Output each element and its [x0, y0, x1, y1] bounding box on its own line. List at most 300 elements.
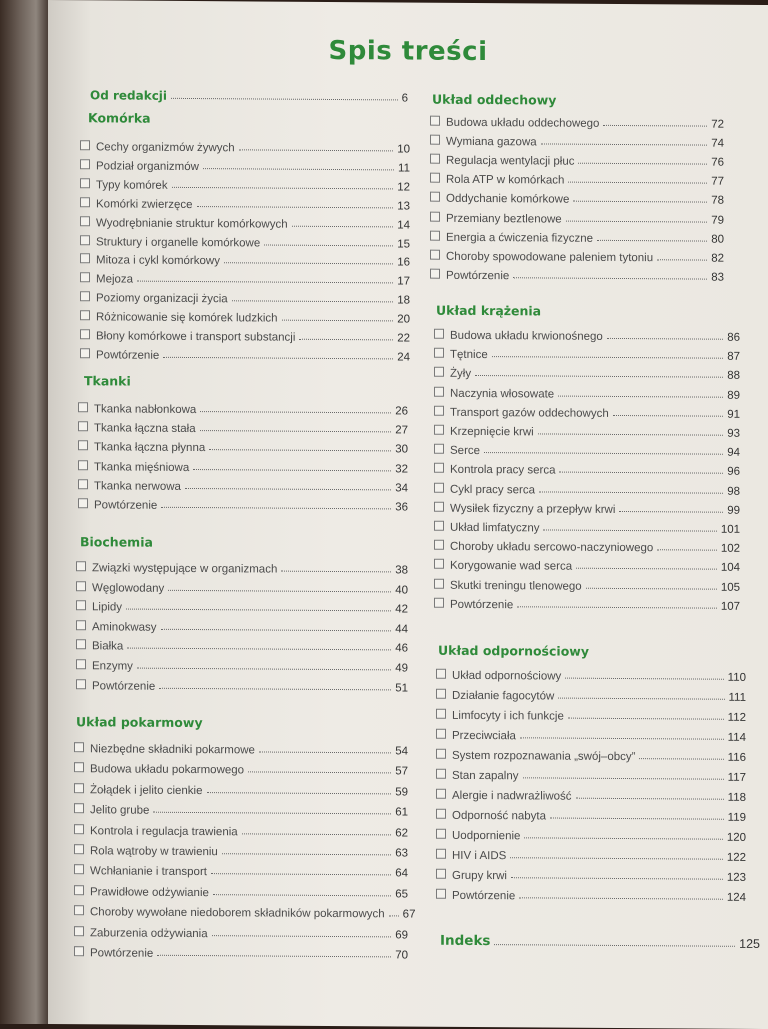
- checkbox-icon: [78, 479, 88, 489]
- page-title: Spis treści: [328, 35, 488, 68]
- leader-dots: [137, 668, 391, 671]
- leader-dots: [242, 833, 392, 835]
- leader-dots: [519, 897, 723, 899]
- checkbox-icon: [436, 749, 446, 759]
- section-title: Układ odpornościowy: [438, 642, 589, 659]
- leader-dots: [209, 450, 391, 452]
- leader-dots: [484, 452, 723, 455]
- toc-entry-page: 14: [397, 219, 410, 232]
- toc-entry[interactable]: [434, 402, 740, 420]
- checkbox-icon: [436, 769, 446, 779]
- checkbox-icon: [74, 926, 84, 936]
- toc-entry-page: 89: [727, 389, 740, 402]
- toc-entry[interactable]: [430, 189, 724, 207]
- toc-entry-label: Energia a ćwiczenia fizyczne: [446, 231, 594, 245]
- leader-dots: [586, 587, 717, 589]
- toc-entry[interactable]: [76, 637, 408, 655]
- checkbox-icon: [74, 763, 84, 773]
- toc-entry-page: 30: [395, 443, 408, 456]
- toc-entry-page: 49: [395, 662, 408, 675]
- toc-entry-page: 77: [711, 175, 724, 189]
- leader-dots: [558, 698, 724, 700]
- section-title: Komórka: [88, 110, 151, 126]
- toc-entry[interactable]: [436, 706, 746, 724]
- leader-dots: [657, 549, 717, 550]
- leader-dots: [157, 955, 391, 958]
- checkbox-icon: [78, 460, 88, 470]
- toc-entry[interactable]: [434, 326, 740, 344]
- leader-dots: [565, 678, 723, 680]
- toc-entry[interactable]: [436, 746, 746, 764]
- leader-dots: [657, 259, 707, 260]
- checkbox-icon: [80, 254, 90, 264]
- toc-entry[interactable]: [74, 739, 408, 757]
- toc-entry-label: Budowa układu pokarmowego: [90, 763, 245, 777]
- toc-entry-label: Wyodrębnianie struktur komórkowych: [96, 216, 288, 231]
- toc-entry[interactable]: [78, 438, 408, 456]
- toc-entry[interactable]: [434, 441, 740, 459]
- toc-entry[interactable]: [74, 821, 408, 839]
- toc-entry-label: Mejoza: [96, 273, 134, 286]
- toc-entry[interactable]: [436, 766, 746, 784]
- leader-dots: [603, 125, 707, 127]
- toc-entry-label: Układ odpornościowy: [452, 669, 562, 683]
- checkbox-icon: [434, 521, 444, 531]
- toc-entry[interactable]: [74, 800, 408, 818]
- toc-entry-label: Związki występujące w organizmach: [92, 562, 278, 576]
- toc-entry-page: 98: [727, 485, 740, 498]
- toc-entry[interactable]: [434, 575, 740, 593]
- leader-dots: [259, 751, 391, 753]
- leader-dots: [613, 415, 723, 417]
- toc-entry-label: Krzepnięcie krwi: [450, 425, 534, 439]
- toc-entry-page: 88: [727, 370, 740, 383]
- toc-entry[interactable]: [78, 495, 408, 513]
- toc-entry-page: 44: [395, 623, 408, 636]
- toc-entry-label: Powtórzenie: [94, 499, 158, 512]
- section-title: Układ pokarmowy: [76, 714, 203, 731]
- toc-entry-page: 74: [711, 137, 724, 150]
- toc-entry-label: Zaburzenia odżywiania: [90, 926, 208, 940]
- checkbox-icon: [80, 235, 90, 245]
- toc-entry-label: Regulacja wentylacji płuc: [446, 154, 575, 168]
- toc-entry-page: 124: [726, 891, 746, 904]
- checkbox-icon: [436, 829, 446, 839]
- leader-dots: [541, 144, 708, 146]
- checkbox-icon: [76, 581, 86, 591]
- toc-entry[interactable]: [430, 132, 724, 150]
- toc-entry-label: Błony komórkowe i transport substancji: [96, 330, 296, 344]
- checkbox-icon: [434, 425, 444, 435]
- toc-entry[interactable]: [80, 251, 410, 269]
- toc-entry-page: 61: [395, 806, 408, 819]
- toc-entry[interactable]: [80, 270, 410, 288]
- leader-dots: [172, 187, 394, 190]
- toc-entry-label: Przeciwciała: [452, 729, 516, 743]
- checkbox-icon: [80, 348, 90, 358]
- toc-entry-label: Limfocyty i ich funkcje: [452, 709, 564, 723]
- toc-entry-label: Różnicowanie się komórek ludzkich: [96, 311, 278, 325]
- leader-dots: [212, 935, 392, 937]
- toc-entry-page: 18: [397, 294, 410, 307]
- toc-entry-page: 101: [720, 523, 740, 536]
- checkbox-icon: [430, 135, 440, 145]
- toc-entry[interactable]: [80, 194, 410, 212]
- checkbox-icon: [430, 116, 440, 126]
- leader-dots: [576, 568, 717, 570]
- toc-entry[interactable]: [434, 460, 740, 478]
- toc-entry-page: 79: [711, 214, 724, 227]
- leader-dots: [639, 758, 723, 760]
- leader-dots: [538, 433, 723, 435]
- toc-entry[interactable]: [434, 518, 740, 536]
- toc-entry[interactable]: [74, 902, 416, 921]
- toc-entry-label: Budowa układu oddechowego: [446, 116, 600, 130]
- toc-entry-label: Wchłanianie i transport: [90, 865, 207, 879]
- toc-entry-page: 104: [720, 562, 740, 575]
- checkbox-icon: [430, 211, 440, 221]
- toc-entry[interactable]: [80, 307, 410, 325]
- leader-dots: [282, 320, 394, 322]
- toc-entry-label: Odporność nabyta: [452, 809, 546, 823]
- checkbox-icon: [80, 291, 90, 301]
- toc-entry[interactable]: [80, 156, 410, 174]
- leader-dots: [568, 182, 707, 184]
- toc-entry[interactable]: [74, 841, 408, 859]
- leader-dots: [607, 338, 723, 340]
- toc-entry-label: Przemiany beztlenowe: [446, 212, 562, 226]
- checkbox-icon: [74, 742, 84, 752]
- leader-dots: [126, 609, 391, 612]
- toc-entry-page: 34: [395, 482, 408, 495]
- toc-entry-label: Kontrola pracy serca: [450, 464, 556, 477]
- toc-entry-label: Poziomy organizacji życia: [96, 292, 228, 306]
- leader-dots: [211, 874, 391, 876]
- leader-dots: [203, 168, 394, 170]
- toc-entry[interactable]: [80, 345, 410, 363]
- section-title: Biochemia: [80, 534, 153, 550]
- toc-entry[interactable]: [430, 246, 724, 264]
- toc-entry-page: 13: [397, 200, 410, 213]
- toc-entry[interactable]: [80, 326, 410, 344]
- toc-entry[interactable]: [434, 422, 740, 440]
- checkbox-icon: [74, 803, 84, 813]
- toc-entry-page: 32: [395, 463, 408, 476]
- toc-entry-label: Serce: [450, 444, 481, 458]
- toc-entry-page: 120: [726, 831, 746, 844]
- checkbox-icon: [430, 268, 440, 278]
- leader-dots: [264, 244, 393, 246]
- toc-entry[interactable]: [436, 726, 746, 744]
- toc-entry-page: 116: [727, 751, 746, 764]
- toc-entry[interactable]: [78, 457, 408, 475]
- checkbox-icon: [436, 669, 446, 679]
- toc-entry[interactable]: [434, 556, 740, 574]
- toc-entry[interactable]: [430, 265, 724, 283]
- leader-dots: [207, 792, 392, 794]
- checkbox-icon: [80, 273, 90, 283]
- toc-entry-label: Niezbędne składniki pokarmowe: [90, 743, 255, 757]
- toc-entry[interactable]: [80, 232, 410, 250]
- toc-entry[interactable]: [434, 479, 740, 497]
- toc-entry[interactable]: [80, 288, 410, 306]
- toc-entry[interactable]: [436, 886, 746, 904]
- checkbox-icon: [76, 561, 86, 571]
- leader-dots: [539, 491, 723, 493]
- right-sections: [430, 3, 746, 904]
- checkbox-icon: [80, 178, 90, 188]
- toc-entry-page: 64: [395, 867, 408, 880]
- toc-entry[interactable]: [76, 558, 408, 576]
- checkbox-icon: [74, 844, 84, 854]
- checkbox-icon: [434, 444, 444, 454]
- toc-entry-page: 38: [395, 564, 408, 577]
- leader-dots: [559, 472, 723, 474]
- toc-entry-label: Typy komórek: [96, 179, 168, 192]
- leader-dots: [292, 225, 394, 227]
- toc-entry-label: HIV i AIDS: [452, 849, 507, 863]
- toc-entry-page: 96: [727, 466, 740, 479]
- toc-entry-page: 123: [726, 871, 746, 884]
- toc-entry-label: Wymiana gazowa: [446, 135, 537, 149]
- toc-entry-page: 114: [727, 731, 746, 744]
- toc-entry-label: Jelito grube: [90, 804, 150, 817]
- toc-entry-label: Aminokwasy: [92, 621, 157, 634]
- toc-entry-page: 67: [402, 908, 416, 921]
- checkbox-icon: [434, 501, 444, 511]
- leader-dots: [517, 606, 717, 608]
- leader-dots: [239, 149, 394, 151]
- checkbox-icon: [80, 329, 90, 339]
- toc-entry-label: Oddychanie komórkowe: [446, 193, 570, 207]
- checkbox-icon: [436, 789, 446, 799]
- leader-dots: [511, 877, 723, 879]
- toc-entry[interactable]: [434, 383, 740, 401]
- toc-entry-page: 42: [395, 603, 408, 616]
- checkbox-icon: [80, 197, 90, 207]
- leader-dots: [168, 589, 391, 592]
- leader-dots: [197, 206, 394, 208]
- leader-dots: [597, 239, 707, 241]
- toc-entry[interactable]: [434, 594, 740, 612]
- toc-entry-page: 118: [727, 791, 746, 804]
- toc-entry[interactable]: [436, 686, 746, 704]
- toc-entry[interactable]: [430, 227, 724, 245]
- toc-entry-page: 22: [397, 332, 410, 345]
- toc-entry-page: 76: [711, 156, 724, 169]
- toc-entry-page: 112: [727, 711, 746, 724]
- toc-entry[interactable]: [74, 943, 408, 961]
- toc-entry-page: 78: [711, 195, 724, 208]
- toc-entry[interactable]: [76, 578, 408, 596]
- toc-entry-page: 62: [395, 827, 408, 840]
- toc-entry-page: 87: [727, 350, 740, 364]
- checkbox-icon: [80, 216, 90, 226]
- leader-dots: [161, 629, 392, 632]
- toc-intro-entry[interactable]: [90, 86, 408, 104]
- leader-dots: [576, 798, 724, 800]
- toc-entry-label: Tkanka łączna stała: [94, 422, 196, 436]
- checkbox-icon: [78, 441, 88, 451]
- checkbox-icon: [430, 249, 440, 259]
- checkbox-icon: [74, 865, 84, 875]
- toc-entry-page: 93: [727, 427, 740, 440]
- toc-entry[interactable]: [436, 826, 746, 844]
- checkbox-icon: [76, 679, 86, 689]
- checkbox-icon: [436, 809, 446, 819]
- checkbox-icon: [76, 659, 86, 669]
- leader-dots: [127, 648, 391, 651]
- toc-entry-label: Choroby układu sercowo-naczyniowego: [450, 540, 654, 555]
- toc-index-page: 125: [739, 936, 760, 951]
- leader-dots: [513, 277, 707, 279]
- leader-dots: [550, 818, 724, 820]
- toc-entry[interactable]: [430, 208, 724, 226]
- toc-entry[interactable]: [436, 846, 746, 864]
- toc-entry-page: 15: [397, 237, 410, 251]
- toc-entry-page: 63: [395, 847, 408, 860]
- toc-entry[interactable]: [76, 676, 408, 694]
- toc-entry[interactable]: [434, 537, 740, 555]
- leader-dots: [558, 395, 723, 397]
- checkbox-icon: [76, 640, 86, 650]
- toc-entry[interactable]: [80, 175, 410, 193]
- checkbox-icon: [74, 905, 84, 915]
- leader-dots: [171, 98, 398, 101]
- toc-entry-label: Choroby spowodowane paleniem tytoniu: [446, 250, 654, 264]
- toc-entry-page: 117: [727, 771, 746, 784]
- toc-entry-label: Żyły: [450, 368, 472, 381]
- toc-page: [48, 0, 768, 1029]
- checkbox-icon: [434, 559, 444, 569]
- toc-entry[interactable]: [434, 498, 740, 516]
- toc-entry-label: System rozpoznawania „swój–obcy”: [452, 749, 636, 764]
- leader-dots: [161, 507, 391, 510]
- toc-entry[interactable]: [76, 656, 408, 674]
- facing-page-edge: [0, 0, 48, 1024]
- leader-dots: [566, 220, 708, 222]
- leader-dots: [222, 853, 391, 855]
- checkbox-icon: [434, 405, 444, 415]
- toc-entry-page: 110: [727, 671, 746, 684]
- leader-dots: [475, 375, 723, 378]
- toc-entry-page: 83: [711, 271, 724, 284]
- toc-entry[interactable]: [434, 364, 740, 382]
- toc-entry[interactable]: [436, 666, 746, 684]
- toc-entry-page: 54: [395, 745, 408, 758]
- leader-dots: [299, 339, 393, 341]
- checkbox-icon: [430, 154, 440, 164]
- section-title: Układ oddechowy: [432, 91, 557, 108]
- toc-entry-label: Węglowodany: [92, 581, 165, 595]
- toc-entry-label: Korygowanie wad serca: [450, 560, 573, 574]
- toc-entry[interactable]: [76, 597, 408, 615]
- toc-entry-page: 59: [395, 786, 408, 799]
- leader-dots: [200, 430, 392, 432]
- checkbox-icon: [80, 159, 90, 169]
- checkbox-icon: [436, 849, 446, 859]
- toc-entry-label: Tkanka nerwowa: [94, 480, 181, 493]
- toc-entry-page: 102: [720, 542, 740, 556]
- toc-index-label: Indeks: [440, 932, 491, 950]
- leader-dots: [568, 718, 724, 720]
- leader-dots: [619, 511, 723, 513]
- checkbox-icon: [434, 540, 444, 550]
- toc-entry-page: 107: [720, 600, 740, 613]
- toc-entry[interactable]: [74, 760, 408, 778]
- toc-entry-page: 91: [727, 408, 740, 421]
- toc-entry[interactable]: [434, 345, 740, 363]
- toc-entry-label: Żołądek i jelito cienkie: [90, 784, 203, 797]
- toc-entry-label: Powtórzenie: [90, 947, 154, 960]
- toc-entry[interactable]: [78, 418, 408, 436]
- toc-entry-label: Prawidłowe odżywianie: [90, 886, 209, 899]
- toc-entry-page: 122: [726, 851, 746, 864]
- leader-dots: [137, 281, 393, 284]
- toc-entry-label: Struktury i organelle komórkowe: [96, 235, 261, 249]
- toc-entry[interactable]: [80, 213, 410, 231]
- toc-entry-label: Uodpornienie: [452, 829, 521, 843]
- toc-entry[interactable]: [436, 866, 746, 884]
- checkbox-icon: [78, 402, 88, 412]
- toc-entry-label: Transport gazów oddechowych: [450, 406, 609, 420]
- section-title: Układ krążenia: [436, 302, 542, 319]
- toc-entry-label: Podział organizmów: [96, 160, 199, 173]
- checkbox-icon: [436, 869, 446, 879]
- toc-entry[interactable]: [74, 882, 408, 900]
- toc-entry-page: 12: [397, 181, 410, 194]
- toc-entry[interactable]: [436, 806, 746, 824]
- checkbox-icon: [434, 386, 444, 396]
- toc-entry-label: Rola ATP w komórkach: [446, 174, 565, 187]
- checkbox-icon: [76, 600, 86, 610]
- checkbox-icon: [436, 709, 446, 719]
- toc-entry-label: Tętnice: [450, 348, 488, 362]
- checkbox-icon: [434, 597, 444, 607]
- toc-entry[interactable]: [80, 137, 410, 155]
- toc-index-entry[interactable]: [440, 933, 760, 951]
- toc-entry-label: Enzymy: [92, 660, 133, 673]
- leader-dots: [193, 469, 391, 471]
- checkbox-icon: [436, 689, 446, 699]
- toc-entry[interactable]: [430, 113, 724, 131]
- toc-entry-page: 24: [397, 351, 410, 364]
- toc-entry-label: Choroby wywołane niedoborem składników pokarmowych: [90, 906, 385, 921]
- leader-dots: [578, 163, 707, 165]
- toc-entry-page: 57: [395, 765, 408, 778]
- toc-entry[interactable]: [74, 780, 408, 798]
- toc-intro-page: 6: [401, 92, 408, 105]
- toc-entry-label: Mitoza i cykl komórkowy: [96, 254, 220, 268]
- toc-entry[interactable]: [78, 399, 408, 417]
- toc-entry[interactable]: [430, 170, 724, 188]
- toc-entry[interactable]: [74, 923, 408, 941]
- toc-entry-page: 94: [727, 446, 740, 460]
- checkbox-icon: [430, 173, 440, 183]
- checkbox-icon: [434, 367, 444, 377]
- leader-dots: [185, 488, 391, 490]
- leader-dots: [159, 687, 391, 690]
- toc-entry-page: 40: [395, 584, 408, 597]
- toc-entry-page: 111: [728, 691, 746, 704]
- toc-entry[interactable]: [436, 786, 746, 804]
- right-column: [430, 3, 760, 951]
- toc-entry-page: 27: [395, 424, 408, 437]
- toc-entry[interactable]: [78, 476, 408, 494]
- toc-entry[interactable]: [76, 617, 408, 635]
- toc-entry[interactable]: [74, 862, 408, 880]
- toc-entry[interactable]: [430, 151, 724, 169]
